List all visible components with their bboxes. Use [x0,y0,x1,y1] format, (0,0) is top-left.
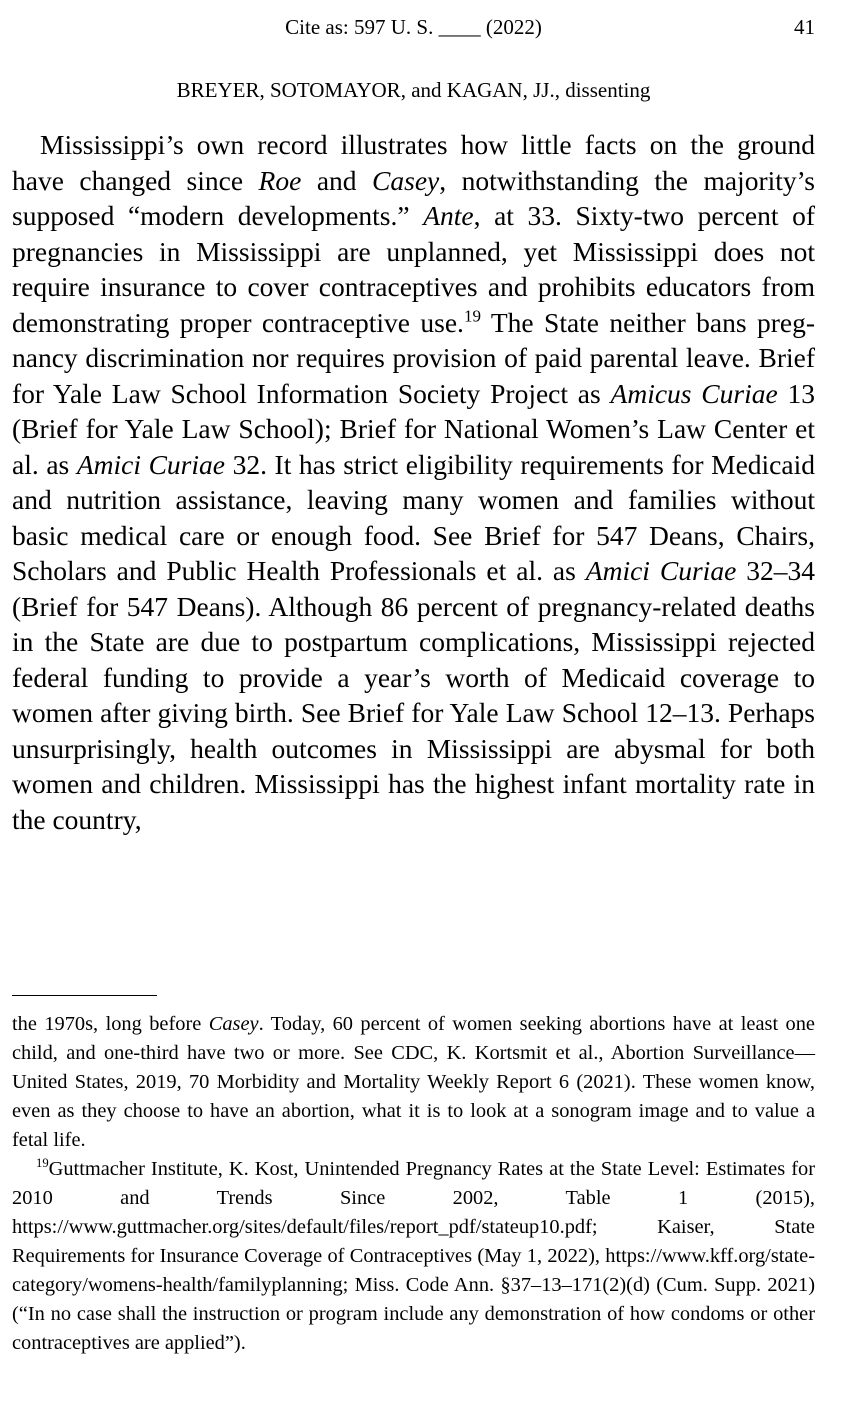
running-header [12,12,815,42]
justice1-name: REYER [190,78,260,102]
case-name-casey: Casey [372,164,440,196]
body-text-4: , at 33. Sixty-two percent of pregnancies in Mississippi are unplanned, yet Mississippi does not require insurance to cover contraceptives and prohibits educators from demonstrating proper contraceptive use. [12,200,816,338]
dissent-suffix: , JJ., dissenting [522,78,651,102]
page-number: 41 [794,15,815,39]
body-text-7: 32. It has strict eligibility requirements for Medicaid and nutrition assistance, leaving many women and families without basic medical care or enough food. See Brief for 547 Deans, Chairs, Scholars and Public Health Professionals et al. as [12,448,815,586]
footnote-cont-text-1: the 1970s, long before [12,1013,209,1035]
justice1-initial: B [176,78,191,102]
amici-curiae-2: Amici Curiae [585,555,737,586]
body-paragraph [12,127,815,837]
main-text [12,127,815,837]
ante-cite: Ante [423,200,474,231]
separator-2: , and [400,78,447,102]
citation: Cite as: 597 U. S. ____ (2022) [285,15,542,39]
separator-1: , [259,78,270,102]
footnote-ref-19[interactable]: 19 [463,305,481,325]
case-name-roe: Roe [258,164,302,196]
body-text-5: The State neither bans pregnancy discrimination nor requires provision of paid parental leave. Brief for Yale Law School Information Society Project as [12,306,815,409]
body-text-1: Mississippi’s own record illustrates how little facts on the ground have changed since [12,129,815,196]
body-text-6: 13 (Brief for Yale Law School); Brief for National Women’s Law Center et al. as [12,377,815,480]
justice3-name: AGAN [461,78,523,102]
justice3-initial: K [446,78,462,102]
amici-curiae-1: Amici Curiae [76,448,225,480]
footnotes [12,1010,815,1358]
footnote-case-casey: Casey [208,1013,259,1035]
dissent-heading [12,76,815,104]
body-text-2: and [301,164,373,196]
body-text-8: 32–34 (Brief for 547 Deans). Although 86 percent of pregnancy-related deaths in the State are due to postpartum complications, Mississippi rejected federal funding to provide a year’s worth of Medicaid coverage to women after giving birth. See Brief for Yale Law School 12–13. Perhaps unsurprisingly, health outcomes in Mississippi are abysmal for both women and children. Mississippi has the highest infant mortality rate in the country, [12,555,815,835]
justice2-initial: S [269,78,282,102]
body-text-3: , notwithstanding the majority’s supposed “modern developments.” [12,164,815,231]
justice2-name: OTOMAYOR [281,78,401,102]
footnote-19-text: Guttmacher Institute, K. Kost, Unintended Pregnancy Rates at the State Level: Estimates for 2010 and Trends Since 2002, Table 1 (2015), https://www.guttmacher.org/sites/default/files/report_pdf/stateup10.pdf; Kaiser, State Requirements for Insurance Coverage of Contraceptives (May 1, 2022), https://www.kff.org/state-category/womens-health/familyplanning; Miss. Code Ann. §37–13–171(2)(d) (Cum. Supp. 2021) (“In no case shall the instruction or program include any demonstration of how condoms or other contraceptives are applied”). [12,1158,815,1354]
amicus-curiae: Amicus Curiae [610,377,778,409]
footnote-19 [12,1155,815,1358]
footnote-cont-text-2: . Today, 60 percent of women seeking abortions have at least one child, and one-third have two or more. See CDC, K. Kortsmit et al., Abortion Surveillance—United States, 2019, 70 Morbidity and Mortality Weekly Report 6 (2021). These women know, even as they choose to have an abortion, what it is to look at a sonogram image and to value a fetal life. [12,1013,815,1151]
footnote-continuation [12,1010,815,1155]
footnote-divider [12,995,157,996]
footnote-19-number: 19 [36,1156,49,1171]
